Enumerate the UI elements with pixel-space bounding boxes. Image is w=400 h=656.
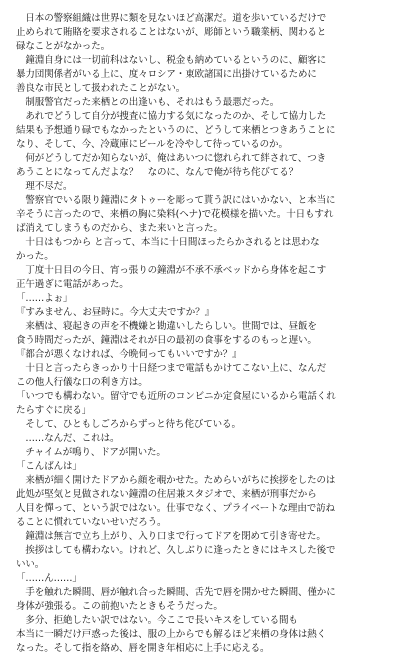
text-line: 来栖が細く開けたドアから顔を覗かせた。ためらいがちに挨拶をしたのは bbox=[16, 475, 336, 486]
body-text bbox=[16, 12, 386, 656]
text-line: 警察官でいる限り鐘淵にタトゥーを彫って貰う訳にはいかない、と本当に bbox=[16, 195, 336, 206]
text-line: 『都合が悪くなければ、今晩伺ってもいいですか？』 bbox=[16, 349, 242, 360]
text-line: 「……ん……」 bbox=[16, 573, 82, 584]
text-line: 何がどうしてだか知らないが、俺はあいつに惚れられて絆されて、つき bbox=[16, 153, 327, 164]
text-line: 手を触れた瞬間、唇が触れ合った瞬間、舌先で唇を開かせた瞬間、僅かに bbox=[16, 587, 336, 598]
text-line: なり、そして、今、冷蔵庫にビールを冷やして待っているのか。 bbox=[16, 139, 288, 150]
text-line: 結果も予想通り碌でもなかったというのに、どうして来栖とつきあうことに bbox=[16, 125, 336, 136]
text-line: 辛そうに言ったので、来栖の胸に染料(ヘナ)で花模様を描いた。十日もすれ bbox=[16, 209, 334, 220]
text-line: 挨拶はしても構わない。けれど、久しぶりに逢ったときにはキスした後で bbox=[16, 545, 336, 556]
text-line: 『すみません、お昼時に。今大丈夫ですか？』 bbox=[16, 307, 214, 318]
text-line: 止められて賄賂を要求されることはないが、彫師という職業柄、関わると bbox=[16, 27, 327, 38]
text-line: 食う時間だったが、鐘淵はそれが日の最初の食事をするのもっと遅い。 bbox=[16, 335, 317, 346]
text-line: なった。そして指を絡め、唇を開き年相応に上手に応える。 bbox=[16, 643, 270, 654]
text-line: 正午過ぎに電話があった。 bbox=[16, 279, 129, 290]
text-line: あれでどうして自分が捜査に協力する気になったのか、そして協力した bbox=[16, 111, 327, 122]
text-line: 「こんばんは」 bbox=[16, 461, 82, 472]
text-line: 善良な市民として扱われたことがない。 bbox=[16, 83, 186, 94]
text-line: ……なんだ、これは。 bbox=[16, 433, 120, 444]
text-line: チャイムが鳴り、ドアが開いた。 bbox=[16, 447, 166, 458]
text-line: 十日と言ったらきっかり十日経つまで電話もかけてこない上に、なんだ bbox=[16, 363, 327, 374]
text-line: そして、ひともしごろからずっと待ち侘びている。 bbox=[16, 419, 241, 430]
text-line: あうことになってんだよな？ なのに、なんで俺が待ち侘びてる？ bbox=[16, 167, 299, 178]
text-line: 鐘淵自身には一切前科はないし、税金も納めているというのに、顧客に bbox=[16, 55, 327, 66]
text-line: 鐘淵は無言で立ち上がり、入り口まで行ってドアを閉めて引き寄せた。 bbox=[16, 531, 326, 542]
text-line: 「……よぉ」 bbox=[16, 293, 73, 304]
text-line: 十日はもつから と言って、本当に十日間ほったらかされるとは思わな bbox=[16, 237, 320, 248]
text-line: 此処が堅気と見做されない鐘淵の住居兼スタジオで、来栖が刑事だから bbox=[16, 489, 317, 500]
text-line: 制服警官だった来栖との出逢いも、それはもう最悪だった。 bbox=[16, 97, 280, 108]
text-line: 多分、拒絶したい訳ではない。今ここで長いキスをしている間も bbox=[16, 615, 298, 626]
text-line: 理不尽だ。 bbox=[16, 181, 73, 192]
text-line: 本当に一瞬だけ戸惑った後は、服の上からでも解るほど来栖の身体は熱く bbox=[16, 629, 327, 640]
text-line: たらすぐに戻る」 bbox=[16, 405, 92, 416]
text-line: ば消えてしまうものだから、また来いと言った。 bbox=[16, 223, 223, 234]
text-line: 来栖は、寝起きの声を不機嫌と勘違いしたらしい。世間では、昼飯を bbox=[16, 321, 317, 332]
text-line: いい。 bbox=[16, 559, 45, 570]
text-line: 身体が強張る。この前抱いたときもそうだった。 bbox=[16, 601, 223, 612]
text-line: 人目を憚って、という訳ではない。仕事でなく、プライベートな理由で訪ね bbox=[16, 503, 335, 514]
text-line: 丁度十日目の今日、宵っ張りの鐘淵が不承不承ベッドから身体を起こす bbox=[16, 265, 327, 276]
text-line: ることに慣れていないせいだろう。 bbox=[16, 517, 167, 528]
text-line: この他人行儀な口の利き方は。 bbox=[16, 377, 148, 388]
text-line: 暴力団関係者がいる上に、度々ロシア・東欧諸国に出掛けているために bbox=[16, 69, 317, 80]
text-line: 碌なことがなかった。 bbox=[16, 41, 111, 52]
text-line: 日本の警察組織は世界に類を見ないほど高潔だ。道を歩いているだけで bbox=[16, 13, 327, 24]
text-line: かった。 bbox=[16, 251, 54, 262]
text-line: 「いつでも構わない。留守でも近所のコンビニか定食屋にいるから電話くれ bbox=[16, 391, 336, 402]
